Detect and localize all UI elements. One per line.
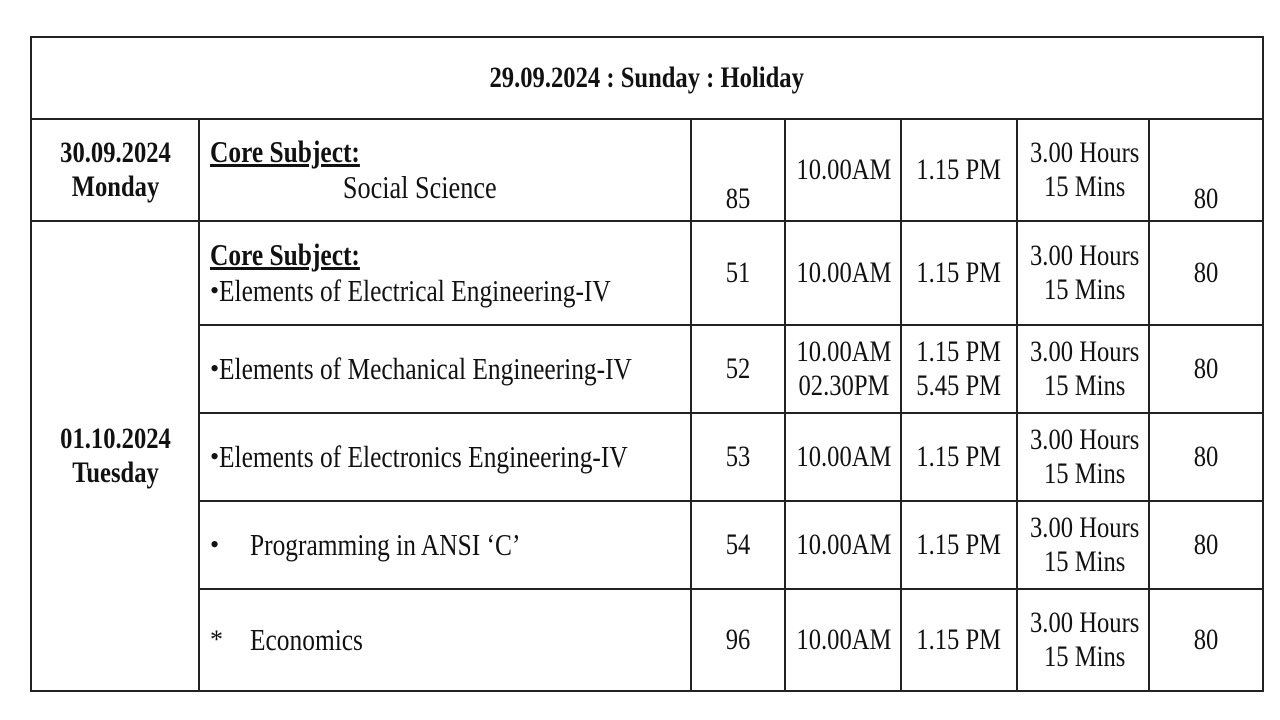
subject-name: Programming in ANSI ‘C’ — [250, 527, 521, 563]
table-row — [31, 119, 1263, 221]
subject-code: 51 — [691, 221, 785, 325]
table-row — [31, 325, 1263, 413]
subject-name: Social Science — [343, 169, 497, 206]
max-marks: 80 — [1149, 589, 1263, 691]
subject-code: 53 — [691, 413, 785, 501]
subject-cell — [199, 221, 691, 325]
end-time: 1.15 PM — [901, 413, 1017, 501]
subject-code: 96 — [691, 589, 785, 691]
bullet-marker: • — [210, 275, 220, 305]
exam-date: 30.09.2024 — [59, 135, 171, 169]
subject-name: Elements of Electrical Engineering-IV — [219, 273, 611, 308]
bullet-marker: • — [210, 442, 220, 472]
bullet-marker: • — [210, 354, 220, 384]
max-marks: 80 — [1149, 221, 1263, 325]
start-time: 10.00AM — [785, 589, 901, 691]
exam-day: Tuesday — [71, 456, 159, 489]
date-cell — [31, 221, 199, 691]
end-time: 1.15 PM — [901, 221, 1017, 325]
core-subject-heading: Core Subject: — [210, 237, 360, 273]
max-marks: 80 — [1149, 325, 1263, 413]
max-marks: 80 — [1149, 413, 1263, 501]
subject-cell — [199, 413, 691, 501]
subject-name: Economics — [250, 622, 363, 658]
asterisk-marker: * — [210, 625, 223, 655]
holiday-banner — [31, 37, 1263, 119]
duration: 3.00 Hours 15 Mins — [1017, 325, 1149, 413]
subject-cell — [199, 501, 691, 589]
subject-code: 85 — [691, 119, 785, 221]
subject-cell — [199, 325, 691, 413]
start-time: 10.00AM — [785, 413, 901, 501]
table-row — [31, 413, 1263, 501]
subject-cell — [199, 589, 691, 691]
subject-name: Elements of Electronics Engineering-IV — [219, 439, 628, 475]
duration: 3.00 Hours 15 Mins — [1017, 589, 1149, 691]
max-marks: 80 — [1149, 119, 1263, 221]
subject-code: 54 — [691, 501, 785, 589]
duration: 3.00 Hours 15 Mins — [1017, 119, 1149, 221]
max-marks: 80 — [1149, 501, 1263, 589]
end-time: 1.15 PM — [901, 119, 1017, 221]
subject-cell — [199, 119, 691, 221]
end-time: 1.15 PM — [901, 589, 1017, 691]
holiday-banner-text: 29.09.2024 : Sunday : Holiday — [489, 60, 805, 94]
end-time: 1.15 PM 5.45 PM — [901, 325, 1017, 413]
exam-timetable-page — [30, 36, 1262, 696]
duration: 3.00 Hours 15 Mins — [1017, 221, 1149, 325]
table-row — [31, 501, 1263, 589]
table-row — [31, 589, 1263, 691]
exam-date: 01.10.2024 — [59, 421, 171, 455]
duration: 3.00 Hours 15 Mins — [1017, 413, 1149, 501]
bullet-marker: • — [210, 530, 220, 560]
table-row — [31, 221, 1263, 325]
subject-name: Elements of Mechanical Engineering-IV — [219, 351, 633, 387]
exam-day: Monday — [71, 170, 159, 203]
holiday-row — [31, 37, 1263, 119]
start-time: 10.00AM — [785, 119, 901, 221]
exam-timetable — [30, 36, 1264, 692]
start-time: 10.00AM — [785, 221, 901, 325]
start-time: 10.00AM — [785, 501, 901, 589]
start-time: 10.00AM 02.30PM — [785, 325, 901, 413]
duration: 3.00 Hours 15 Mins — [1017, 501, 1149, 589]
end-time: 1.15 PM — [901, 501, 1017, 589]
subject-code: 52 — [691, 325, 785, 413]
core-subject-heading: Core Subject: — [210, 133, 360, 169]
